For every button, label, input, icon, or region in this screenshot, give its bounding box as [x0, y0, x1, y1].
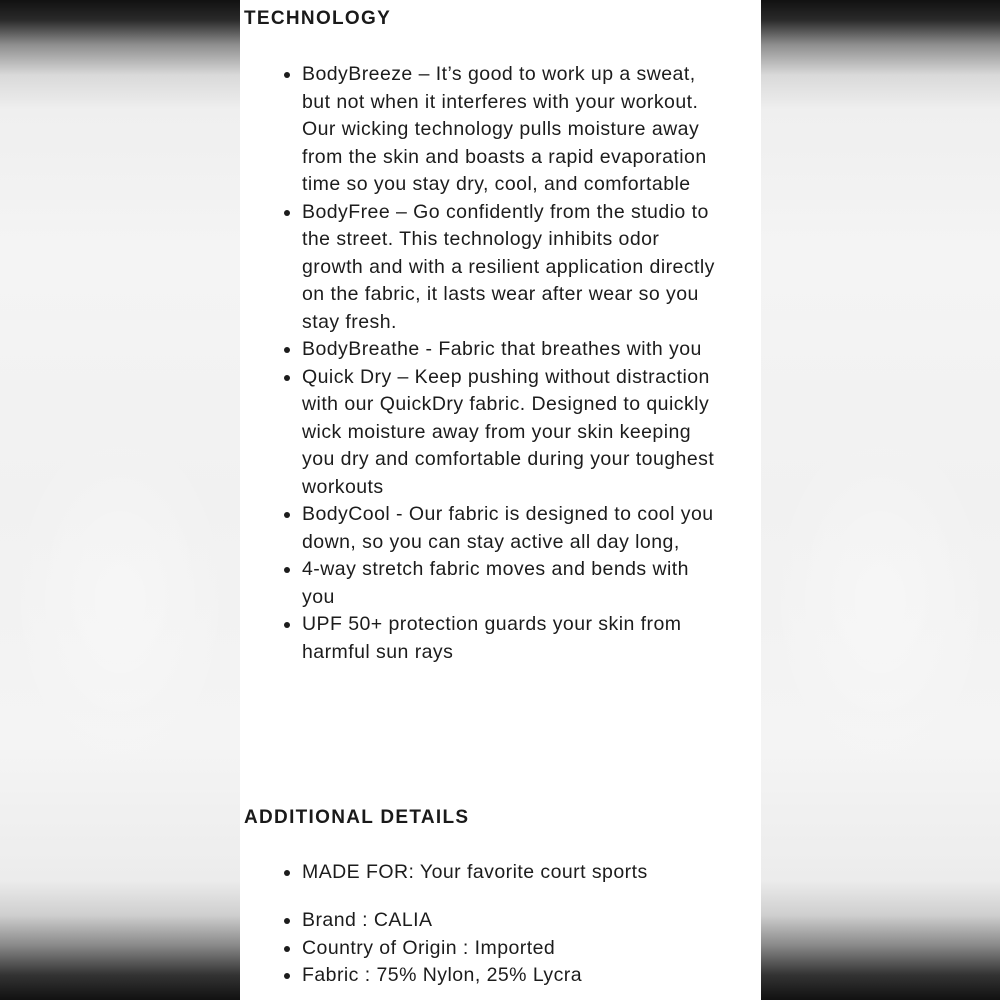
- spec-fabric: Fabric : 75% Nylon, 25% Lycra: [282, 962, 722, 990]
- technology-list: [282, 61, 722, 666]
- additional-details-heading: ADDITIONAL DETAILS: [244, 807, 470, 828]
- list-item: 4-way stretch fabric moves and bends with you: [282, 556, 722, 611]
- made-for-list: [282, 859, 722, 887]
- spec-country-of-origin: Country of Origin : Imported: [282, 935, 722, 963]
- list-item: BodyCool - Our fabric is designed to cool you down, so you can stay active all day long,: [282, 501, 722, 556]
- blurred-background-right: [760, 0, 1000, 1000]
- list-item: Quick Dry – Keep pushing without distraction with our QuickDry fabric. Designed to quickly wick moisture away from your skin keeping you dry and comfortable during your toughest workouts: [282, 364, 722, 502]
- list-item: BodyBreathe - Fabric that breathes with you: [282, 336, 722, 364]
- list-item: BodyFree – Go confidently from the studio to the street. This technology inhibits odor growth and with a resilient application directly on the fabric, it lasts wear after wear so you stay fresh.: [282, 199, 722, 337]
- list-item: UPF 50+ protection guards your skin from harmful sun rays: [282, 611, 722, 666]
- list-item: BodyBreeze – It’s good to work up a sweat, but not when it interferes with your workout. Our wicking technology pulls moisture away from the skin and boasts a rapid evaporation time so you stay dry, cool, and comfortable: [282, 61, 722, 199]
- specs-list: [282, 907, 722, 990]
- product-details-panel: [240, 0, 761, 1000]
- made-for-item: MADE FOR: Your favorite court sports: [282, 859, 722, 887]
- spec-brand: Brand : CALIA: [282, 907, 722, 935]
- blurred-background-left: [0, 0, 240, 1000]
- technology-heading: TECHNOLOGY: [244, 8, 392, 29]
